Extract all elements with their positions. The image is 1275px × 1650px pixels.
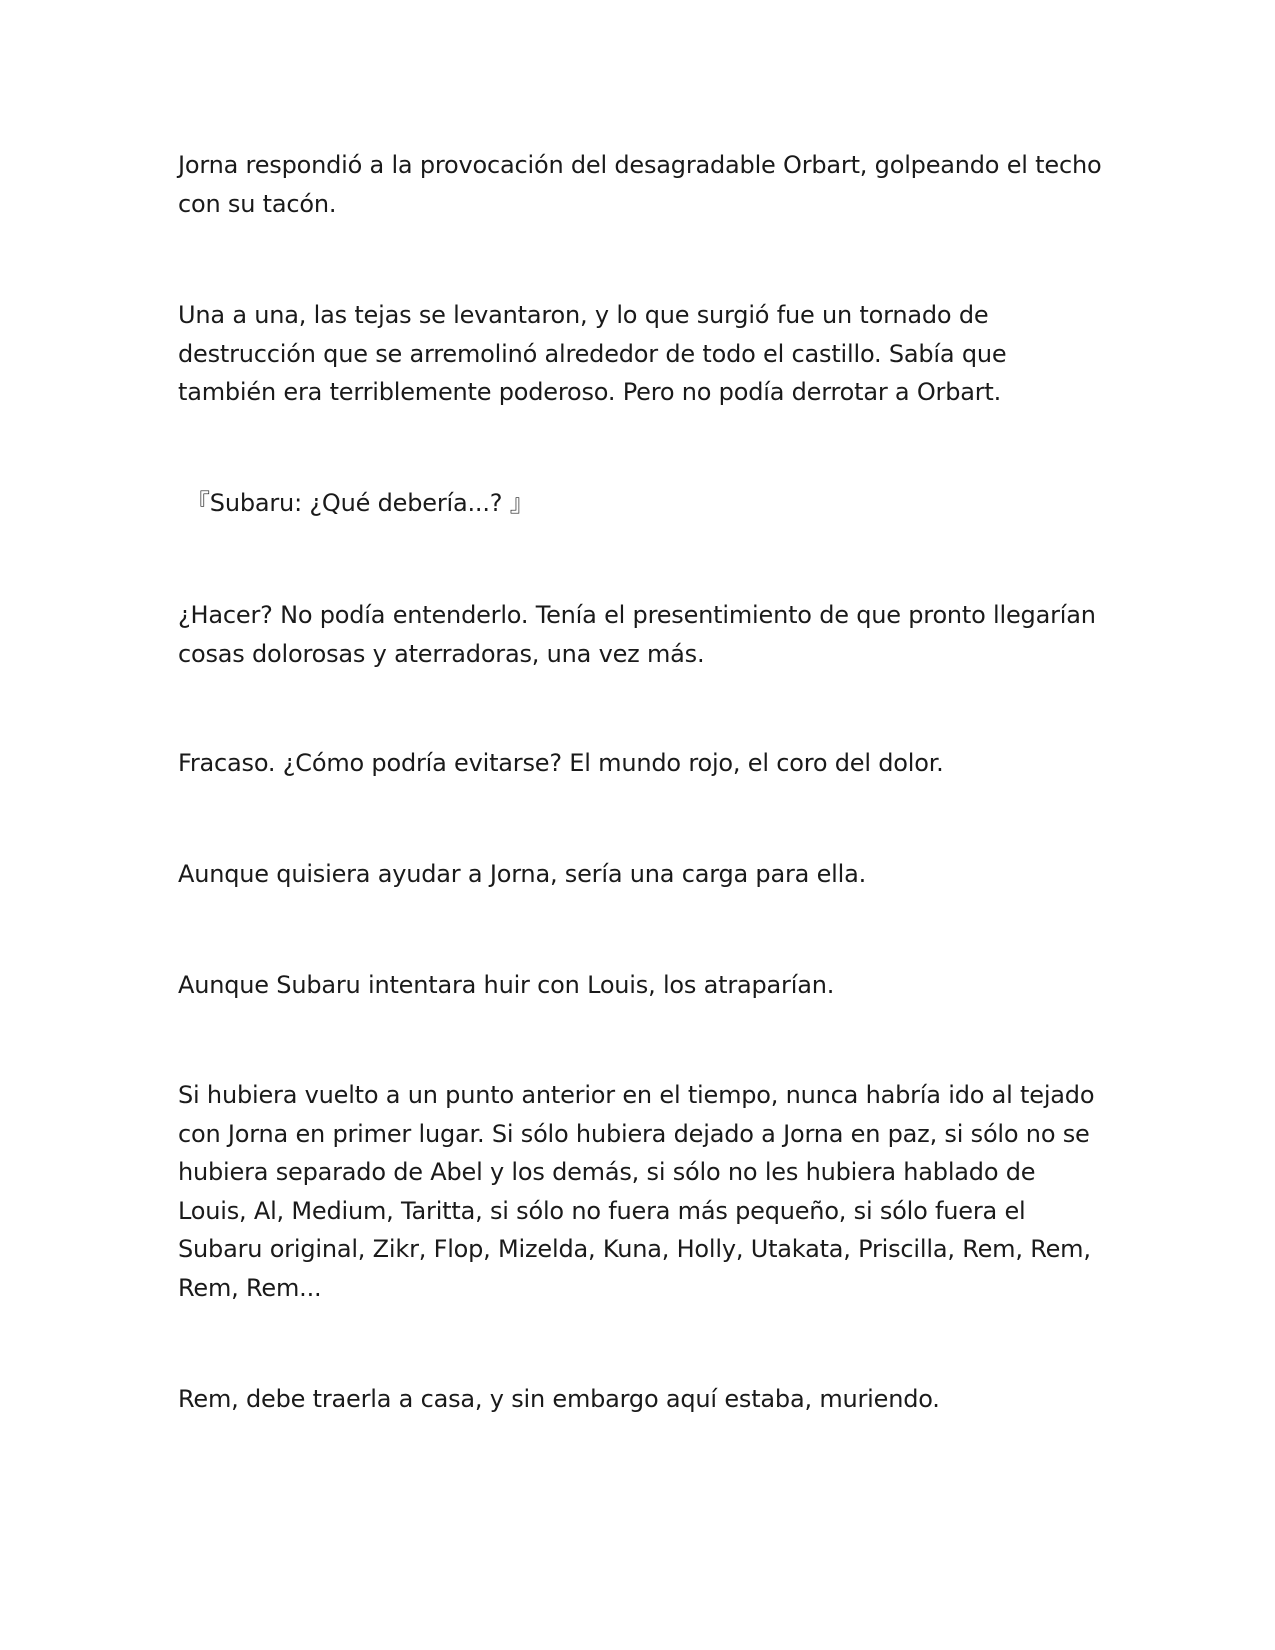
paragraph-fracaso: Fracaso. ¿Cómo podría evitarse? El mundo rojo, el coro del dolor. <box>178 749 944 777</box>
paragraph-ayudar-jorna: Aunque quisiera ayudar a Jorna, sería una carga para ella. <box>178 860 867 888</box>
paragraph-hacer: ¿Hacer? No podía entenderlo. Tenía el presentimiento de que pronto llegarían cosas dolorosas y aterradoras, una vez más. <box>178 601 1096 668</box>
dialogue-subaru: 『Subaru: ¿Qué debería...? 』 <box>186 489 534 517</box>
paragraph-jorna-response: Jorna respondió a la provocación del desagradable Orbart, golpeando el techo con su tacón. <box>178 151 1102 218</box>
paragraph-si-hubiera: Si hubiera vuelto a un punto anterior en el tiempo, nunca habría ido al tejado con Jorna en primer lugar. Si sólo hubiera dejado a Jorna en paz, si sólo no se hubiera separado de Abel y los demás, si sólo no les hubiera hablado de Louis, Al, Medium, Taritta, si sólo no fuera más pequeño, si sólo fuera el Subaru original, Zikr, Flop, Mizelda, Kuna, Holly, Utakata, Priscilla, Rem, Rem, Rem, Rem... <box>178 1081 1095 1302</box>
paragraph-tornado: Una a una, las tejas se levantaron, y lo que surgió fue un tornado de destrucción que se arremolinó alrededor de todo el castillo. Sabía que también era terriblemente poderoso. Pero no podía derrotar a Orbart. <box>178 301 1007 406</box>
paragraph-rem-casa: Rem, debe traerla a casa, y sin embargo aquí estaba, muriendo. <box>178 1385 940 1413</box>
paragraph-huir-louis: Aunque Subaru intentara huir con Louis, los atraparían. <box>178 971 835 999</box>
